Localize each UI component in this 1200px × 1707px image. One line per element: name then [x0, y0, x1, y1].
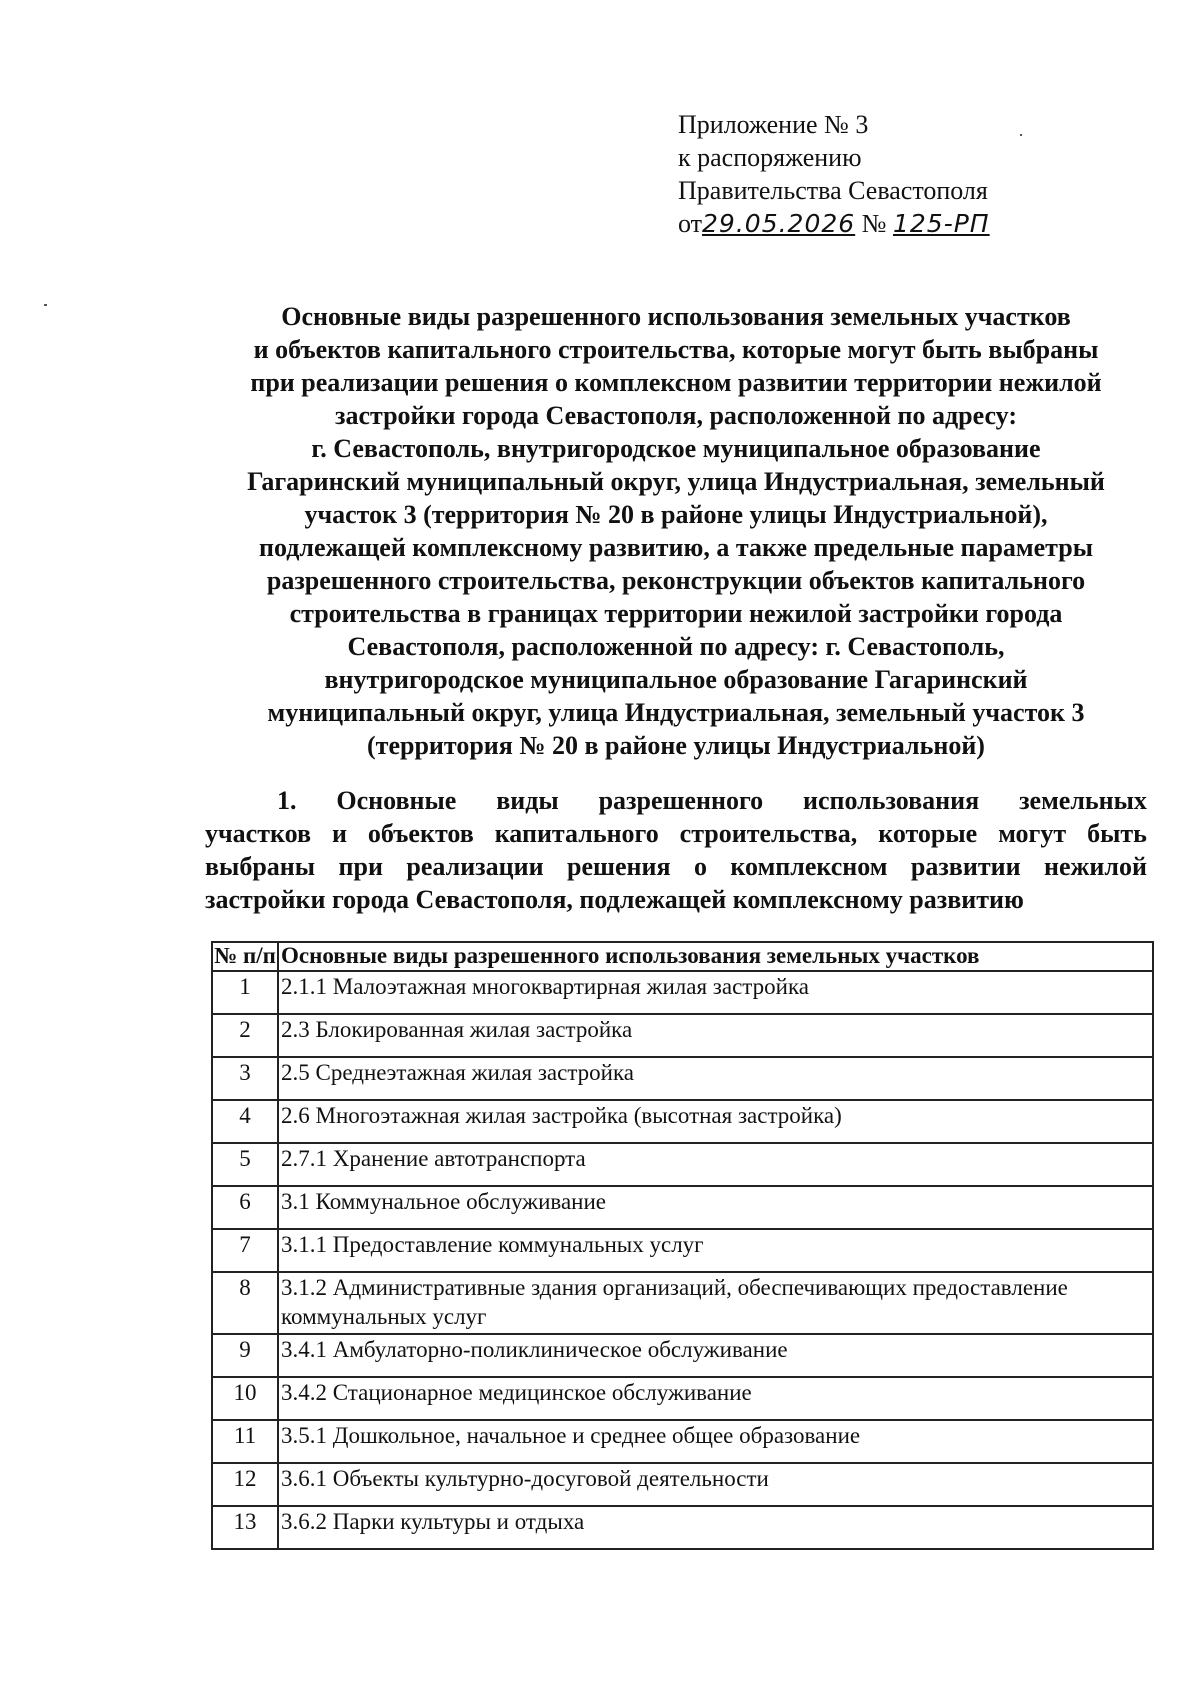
row-land-use: 2.1.1 Малоэтажная многоквартирная жилая застройка [278, 971, 1153, 1014]
row-number: 7 [212, 1229, 278, 1272]
table-row [212, 1377, 1153, 1420]
section-word: строительства, [679, 819, 858, 848]
section-word: Основные [336, 786, 457, 815]
row-land-use: 3.4.2 Стационарное медицинское обслуживание [278, 1377, 1153, 1420]
title-line: Основные виды разрешенного использования земельных участков [281, 302, 1071, 331]
row-land-use: 2.3 Блокированная жилая застройка [278, 1014, 1153, 1057]
table-row [212, 1057, 1153, 1100]
title-line: подлежащей комплексному развитию, а также предельные параметры [258, 533, 1094, 562]
section-line-2 [205, 817, 1147, 850]
row-land-use: 3.1.1 Предоставление коммунальных услуг [278, 1229, 1153, 1272]
row-land-use: 3.1.2 Административные здания организаций, обеспечивающих предоставление коммунальных услуг [278, 1272, 1153, 1334]
row-land-use: 3.1 Коммунальное обслуживание [278, 1186, 1153, 1229]
header-land-use: Основные виды разрешенного использования земельных участков [278, 942, 1153, 971]
title-line: (территория № 20 в районе улицы Индустриальной) [367, 731, 985, 760]
row-number: 13 [212, 1506, 278, 1549]
row-land-use: 2.5 Среднеэтажная жилая застройка [278, 1057, 1153, 1100]
table-row [212, 1463, 1153, 1506]
document-title [200, 300, 1152, 762]
row-number: 12 [212, 1463, 278, 1506]
section-word: 1. [277, 786, 297, 815]
section-word: разрешенного [598, 786, 764, 815]
section-word: быть [1087, 819, 1147, 848]
land-use-table [211, 941, 1154, 1550]
section-word: участков [205, 819, 312, 848]
row-number: 2 [212, 1014, 278, 1057]
row-number: 6 [212, 1186, 278, 1229]
title-line: строительства в границах территории нежилой застройки города [289, 599, 1063, 628]
title-line: участок 3 (территория № 20 в районе улицы Индустриальной), [304, 500, 1048, 529]
section-word: которые [878, 819, 978, 848]
number-prefix: № [861, 209, 887, 238]
row-land-use: 2.6 Многоэтажная жилая застройка (высотная застройка) [278, 1100, 1153, 1143]
section-word: выбраны [205, 852, 316, 881]
section-word: нежилой [1044, 852, 1147, 881]
table-row [212, 971, 1153, 1014]
row-land-use: 2.7.1 Хранение автотранспорта [278, 1143, 1153, 1186]
section-word: и [331, 819, 347, 848]
table-row [212, 1420, 1153, 1463]
row-land-use: 3.5.1 Дошкольное, начальное и среднее общее образование [278, 1420, 1153, 1463]
table-row [212, 1506, 1153, 1549]
title-line: муниципальный округ, улица Индустриальная, земельный участок 3 [267, 698, 1085, 727]
table-row [212, 1272, 1153, 1334]
title-line: Севастополя, расположенной по адресу: г. Севастополь, [347, 632, 1005, 661]
title-line: при реализации решения о комплексном развитии территории нежилой [250, 368, 1102, 397]
section-word: капитального [494, 819, 659, 848]
section-word: реализации [406, 852, 544, 881]
row-number: 3 [212, 1057, 278, 1100]
table-row [212, 1186, 1153, 1229]
table-row [212, 1334, 1153, 1377]
header-number: № п/п [212, 942, 278, 971]
scan-speck [44, 304, 47, 306]
row-land-use: 3.4.1 Амбулаторно-поликлиническое обслуживание [278, 1334, 1153, 1377]
appendix-header [678, 108, 990, 240]
title-line: Гагаринский муниципальный округ, улица Индустриальная, земельный [247, 467, 1105, 496]
row-land-use: 3.6.2 Парки культуры и отдыха [278, 1506, 1153, 1549]
date-prefix: от [678, 209, 703, 238]
scan-speck [1020, 134, 1022, 136]
table-row [212, 1100, 1153, 1143]
section-word: могут [998, 819, 1067, 848]
appendix-number: Приложение № 3 [678, 110, 869, 139]
appendix-date-line [678, 207, 990, 240]
title-line: и объектов капитального строительства, которые могут быть выбраны [253, 335, 1099, 364]
section-word: при [338, 852, 383, 881]
section-word: о [693, 852, 707, 881]
handwritten-date: 29.05.2026 [702, 209, 856, 238]
handwritten-number: 125-РП [892, 209, 990, 238]
section-word: развитии [910, 852, 1021, 881]
table-row [212, 1014, 1153, 1057]
row-number: 5 [212, 1143, 278, 1186]
section-word: объектов [367, 819, 474, 848]
row-number: 4 [212, 1100, 278, 1143]
row-number: 8 [212, 1272, 278, 1334]
title-line: внутригородское муниципальное образование Гагаринский [324, 665, 1028, 694]
section-word: решения [567, 852, 671, 881]
table-row [212, 1143, 1153, 1186]
section-line-1 [205, 784, 1147, 817]
section-word: комплексном [730, 852, 888, 881]
row-number: 11 [212, 1420, 278, 1463]
section-line-4: застройки города Севастополя, подлежащей комплексному развитию [205, 885, 1024, 914]
section-line-3 [205, 850, 1147, 883]
section-word: виды [496, 786, 559, 815]
row-number: 9 [212, 1334, 278, 1377]
title-line: г. Севастополь, внутригородское муниципальное образование [311, 434, 1041, 463]
appendix-order-ref: к распоряжению [678, 143, 862, 172]
section-word: использования [802, 786, 980, 815]
section-1-heading [205, 784, 1147, 916]
table-row [212, 1229, 1153, 1272]
row-number: 10 [212, 1377, 278, 1420]
table-header-row [212, 942, 1153, 971]
title-line: застройки города Севастополя, расположенной по адресу: [335, 401, 1017, 430]
appendix-issuer: Правительства Севастополя [678, 176, 988, 205]
title-line: разрешенного строительства, реконструкции объектов капитального [266, 566, 1086, 595]
row-number: 1 [212, 971, 278, 1014]
row-land-use: 3.6.1 Объекты культурно-досуговой деятельности [278, 1463, 1153, 1506]
section-word: земельных [1019, 786, 1147, 815]
